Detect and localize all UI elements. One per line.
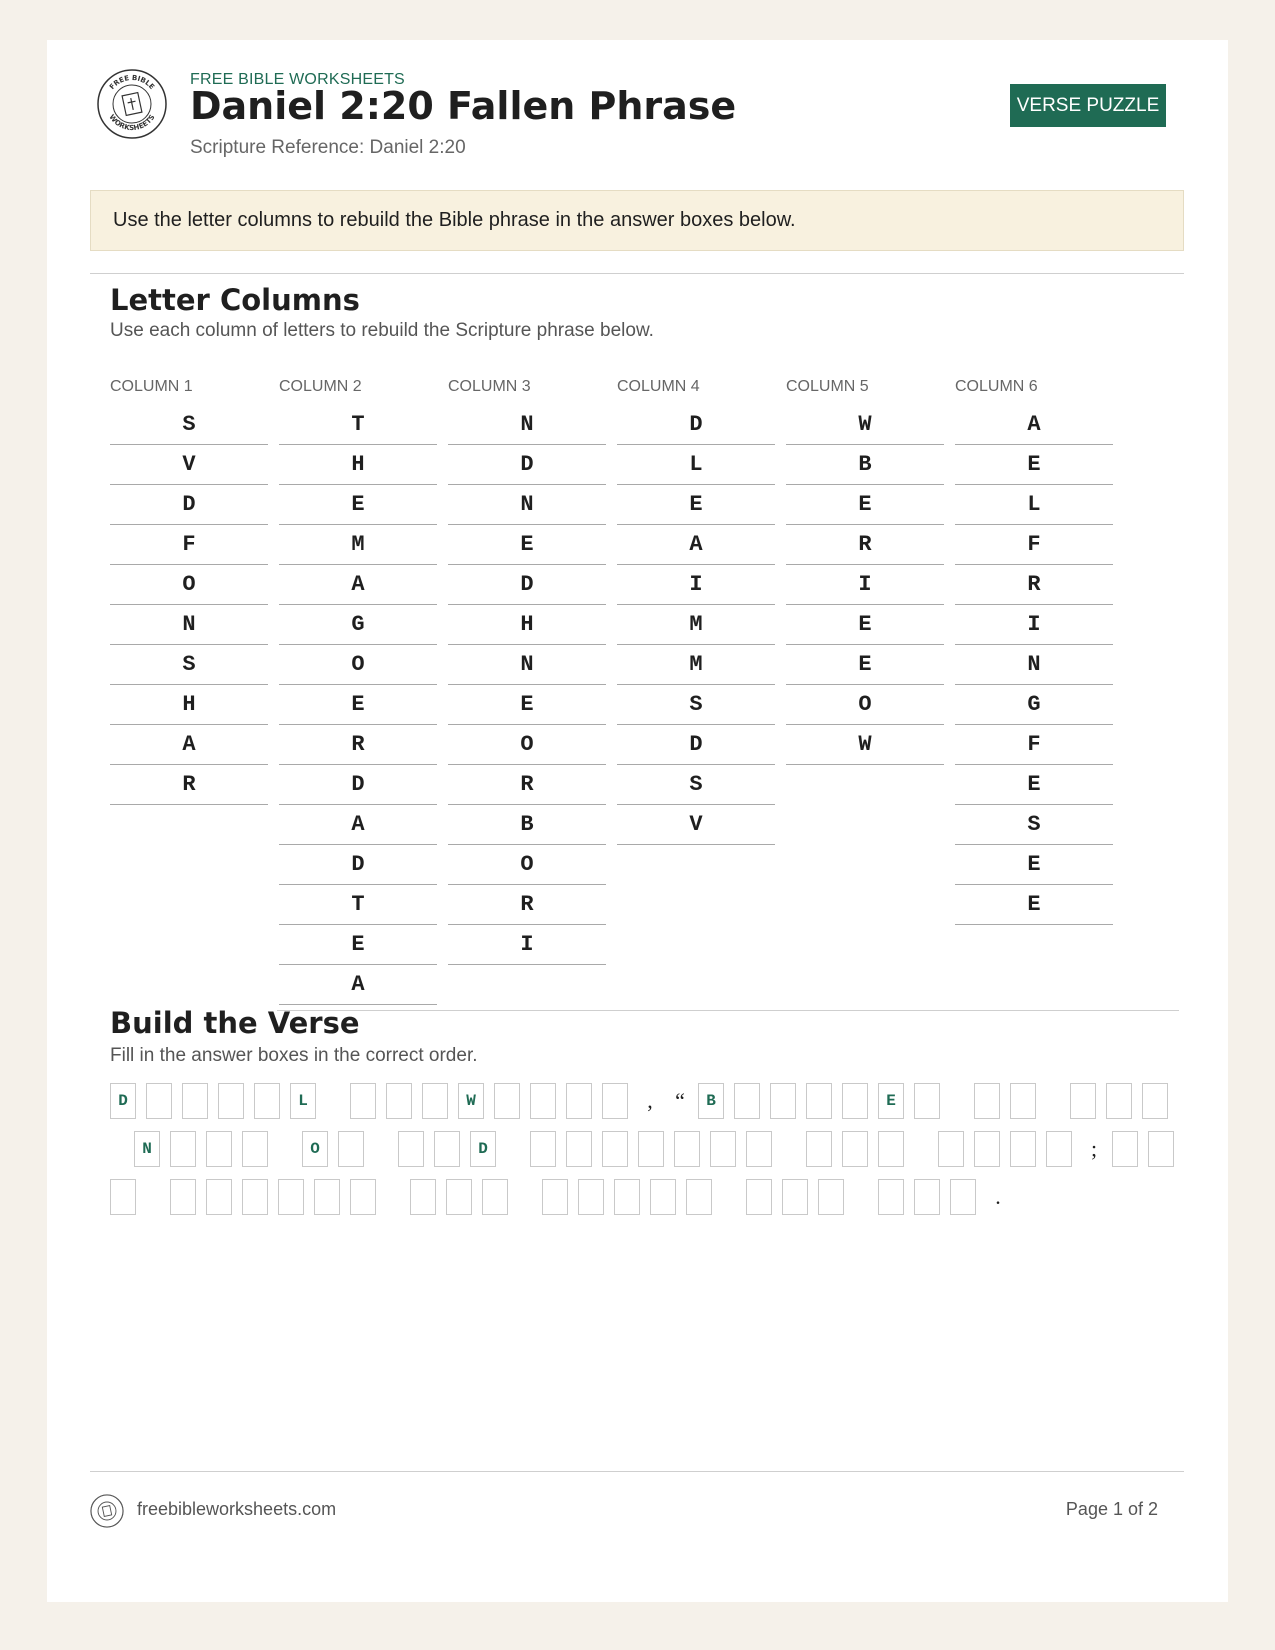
bible-seal-icon bbox=[96, 68, 168, 140]
answer-box[interactable] bbox=[842, 1131, 868, 1167]
answer-box[interactable] bbox=[818, 1179, 844, 1215]
letter-cell: B bbox=[448, 805, 606, 845]
letter-cell: D bbox=[448, 565, 606, 605]
build-verse-description: Fill in the answer boxes in the correct order. bbox=[110, 1045, 478, 1066]
answer-box[interactable] bbox=[110, 1179, 136, 1215]
letter-cell: E bbox=[955, 765, 1113, 805]
letter-cell: O bbox=[786, 685, 944, 725]
svg-text:FREE BIBLE: FREE BIBLE bbox=[108, 73, 156, 92]
answer-box-hint[interactable]: L bbox=[290, 1083, 316, 1119]
answer-box-hint[interactable]: D bbox=[470, 1131, 496, 1167]
letter-cell: I bbox=[448, 925, 606, 965]
answer-box[interactable] bbox=[878, 1179, 904, 1215]
letter-cell: F bbox=[955, 725, 1113, 765]
answer-line bbox=[110, 1082, 1220, 1120]
answer-box[interactable] bbox=[974, 1083, 1000, 1119]
letter-cell: H bbox=[110, 685, 268, 725]
letter-cell: D bbox=[110, 485, 268, 525]
letter-cell: I bbox=[617, 565, 775, 605]
answer-box[interactable] bbox=[1010, 1131, 1036, 1167]
letter-cell: D bbox=[617, 405, 775, 445]
answer-box[interactable] bbox=[530, 1083, 556, 1119]
letter-cell: S bbox=[617, 765, 775, 805]
bible-seal-icon bbox=[90, 1494, 124, 1528]
column-label: COLUMN 3 bbox=[448, 378, 531, 395]
build-verse-title: Build the Verse bbox=[110, 1006, 360, 1040]
answer-box[interactable] bbox=[1070, 1083, 1096, 1119]
letter-cell: F bbox=[955, 525, 1113, 565]
letter-cell: D bbox=[448, 445, 606, 485]
letter-cell: E bbox=[279, 485, 437, 525]
letter-cell: S bbox=[110, 645, 268, 685]
column-label: COLUMN 5 bbox=[786, 378, 869, 395]
letter-cell: E bbox=[786, 605, 944, 645]
answer-box[interactable] bbox=[218, 1083, 244, 1119]
letter-cell: B bbox=[786, 445, 944, 485]
answer-box[interactable] bbox=[206, 1179, 232, 1215]
answer-box[interactable] bbox=[242, 1131, 268, 1167]
answer-box[interactable] bbox=[350, 1083, 376, 1119]
answer-box[interactable] bbox=[878, 1131, 904, 1167]
answer-box[interactable] bbox=[410, 1179, 436, 1215]
letter-cell: L bbox=[955, 485, 1113, 525]
answer-box-hint[interactable]: B bbox=[698, 1083, 724, 1119]
punctuation-mark: . bbox=[995, 1184, 1001, 1209]
footer-url: freebibleworksheets.com bbox=[137, 1499, 337, 1519]
letter-cell: L bbox=[617, 445, 775, 485]
answer-box[interactable] bbox=[614, 1179, 640, 1215]
letter-cell: E bbox=[279, 925, 437, 965]
letter-cell: E bbox=[786, 485, 944, 525]
letter-cell: W bbox=[786, 725, 944, 765]
letter-column-4 bbox=[617, 377, 775, 845]
letter-cell: E bbox=[279, 685, 437, 725]
letter-cell: O bbox=[279, 645, 437, 685]
answer-box[interactable] bbox=[842, 1083, 868, 1119]
letter-cell: V bbox=[617, 805, 775, 845]
letter-cell: H bbox=[279, 445, 437, 485]
letter-column-6 bbox=[955, 377, 1113, 925]
punctuation-mark: “ bbox=[675, 1088, 685, 1113]
letter-cell: N bbox=[448, 405, 606, 445]
section-divider bbox=[90, 273, 1184, 274]
worksheet-page bbox=[47, 40, 1228, 1602]
answer-box[interactable] bbox=[806, 1083, 832, 1119]
letter-cell: R bbox=[279, 725, 437, 765]
answer-box[interactable] bbox=[914, 1083, 940, 1119]
answer-box[interactable] bbox=[278, 1179, 304, 1215]
letter-cell: F bbox=[110, 525, 268, 565]
letter-cell: T bbox=[279, 885, 437, 925]
answer-box[interactable] bbox=[314, 1179, 340, 1215]
answer-box[interactable] bbox=[254, 1083, 280, 1119]
letter-cell: S bbox=[617, 685, 775, 725]
answer-box-hint[interactable]: O bbox=[302, 1131, 328, 1167]
answer-box[interactable] bbox=[806, 1131, 832, 1167]
answer-box[interactable] bbox=[914, 1179, 940, 1215]
letter-cell: N bbox=[448, 645, 606, 685]
letter-cell: A bbox=[279, 965, 437, 1005]
letter-cell: O bbox=[448, 725, 606, 765]
answer-box[interactable] bbox=[650, 1179, 676, 1215]
answer-box[interactable] bbox=[566, 1131, 592, 1167]
letter-cell: N bbox=[448, 485, 606, 525]
letter-column-1 bbox=[110, 377, 268, 805]
answer-box[interactable] bbox=[446, 1179, 472, 1215]
answer-line bbox=[110, 1178, 1220, 1216]
answer-box[interactable] bbox=[182, 1083, 208, 1119]
answer-box[interactable] bbox=[398, 1131, 424, 1167]
letter-cell: E bbox=[617, 485, 775, 525]
scripture-reference: Scripture Reference: Daniel 2:20 bbox=[190, 137, 466, 158]
letter-cell: W bbox=[786, 405, 944, 445]
answer-box[interactable] bbox=[422, 1083, 448, 1119]
answer-box[interactable] bbox=[746, 1131, 772, 1167]
answer-box-hint[interactable]: E bbox=[878, 1083, 904, 1119]
answer-box[interactable] bbox=[638, 1131, 664, 1167]
answer-box[interactable] bbox=[938, 1131, 964, 1167]
answer-box-hint[interactable]: W bbox=[458, 1083, 484, 1119]
answer-box[interactable] bbox=[578, 1179, 604, 1215]
answer-box[interactable] bbox=[974, 1131, 1000, 1167]
answer-box[interactable] bbox=[386, 1083, 412, 1119]
letter-cell: E bbox=[955, 885, 1113, 925]
answer-box[interactable] bbox=[338, 1131, 364, 1167]
letter-cell: R bbox=[110, 765, 268, 805]
letter-cell: A bbox=[617, 525, 775, 565]
puzzle-type-badge: VERSE PUZZLE bbox=[1010, 84, 1166, 127]
answer-box-hint[interactable]: D bbox=[110, 1083, 136, 1119]
column-label: COLUMN 1 bbox=[110, 378, 193, 395]
svg-text:WORKSHEETS: WORKSHEETS bbox=[107, 113, 157, 133]
answer-box[interactable] bbox=[530, 1131, 556, 1167]
letter-cell: D bbox=[617, 725, 775, 765]
column-label: COLUMN 6 bbox=[955, 378, 1038, 395]
answer-box[interactable] bbox=[482, 1179, 508, 1215]
answer-box[interactable] bbox=[734, 1083, 760, 1119]
column-label: COLUMN 4 bbox=[617, 378, 700, 395]
letter-column-5 bbox=[786, 377, 944, 765]
punctuation-mark: ; bbox=[1090, 1136, 1098, 1161]
punctuation-mark: , bbox=[647, 1088, 653, 1113]
answer-box[interactable] bbox=[146, 1083, 172, 1119]
letter-cell: I bbox=[955, 605, 1113, 645]
letter-cell: O bbox=[110, 565, 268, 605]
answer-line bbox=[110, 1130, 1220, 1168]
column-label: COLUMN 2 bbox=[279, 378, 362, 395]
answer-box[interactable] bbox=[170, 1179, 196, 1215]
letter-cell: D bbox=[279, 845, 437, 885]
answer-box[interactable] bbox=[566, 1083, 592, 1119]
letter-cell: G bbox=[955, 685, 1113, 725]
answer-box[interactable] bbox=[1142, 1083, 1168, 1119]
letter-columns-description: Use each column of letters to rebuild the Scripture phrase below. bbox=[110, 320, 654, 341]
letter-cell: N bbox=[955, 645, 1113, 685]
letter-cell: I bbox=[786, 565, 944, 605]
instructions-banner: Use the letter columns to rebuild the Bible phrase in the answer boxes below. bbox=[90, 190, 1184, 251]
answer-box[interactable] bbox=[602, 1131, 628, 1167]
answer-box[interactable] bbox=[746, 1179, 772, 1215]
letter-cell: E bbox=[786, 645, 944, 685]
letter-cell: V bbox=[110, 445, 268, 485]
answer-box[interactable] bbox=[1148, 1131, 1174, 1167]
letter-cell: E bbox=[955, 445, 1113, 485]
letter-cell: N bbox=[110, 605, 268, 645]
answer-box[interactable] bbox=[242, 1179, 268, 1215]
letter-cell: H bbox=[448, 605, 606, 645]
answer-box[interactable] bbox=[950, 1179, 976, 1215]
answer-box[interactable] bbox=[434, 1131, 460, 1167]
letter-cell: A bbox=[955, 405, 1113, 445]
answer-box[interactable] bbox=[1106, 1083, 1132, 1119]
letter-column-2 bbox=[279, 377, 437, 1005]
section-divider bbox=[277, 1010, 1179, 1011]
answer-box[interactable] bbox=[350, 1179, 376, 1215]
letter-cell: G bbox=[279, 605, 437, 645]
letter-cell: S bbox=[955, 805, 1113, 845]
letter-cell: R bbox=[448, 765, 606, 805]
page-number: Page 1 of 2 bbox=[1065, 1499, 1158, 1519]
footer-divider bbox=[90, 1471, 1184, 1472]
answer-box[interactable] bbox=[1112, 1131, 1138, 1167]
answer-box[interactable] bbox=[782, 1179, 808, 1215]
answer-box[interactable] bbox=[602, 1083, 628, 1119]
site-kicker: FREE BIBLE WORKSHEETS bbox=[190, 71, 405, 88]
letter-cell: A bbox=[110, 725, 268, 765]
answer-box[interactable] bbox=[770, 1083, 796, 1119]
letter-cell: R bbox=[786, 525, 944, 565]
answer-box-hint[interactable]: N bbox=[134, 1131, 160, 1167]
answer-box[interactable] bbox=[494, 1083, 520, 1119]
answer-box[interactable] bbox=[206, 1131, 232, 1167]
answer-box[interactable] bbox=[542, 1179, 568, 1215]
answer-box[interactable] bbox=[170, 1131, 196, 1167]
letter-cell: R bbox=[448, 885, 606, 925]
answer-box[interactable] bbox=[674, 1131, 700, 1167]
letter-cell: E bbox=[448, 685, 606, 725]
answer-box[interactable] bbox=[1046, 1131, 1072, 1167]
answer-box[interactable] bbox=[1010, 1083, 1036, 1119]
page-title: Daniel 2:20 Fallen Phrase bbox=[190, 84, 737, 128]
letter-cell: M bbox=[617, 645, 775, 685]
letter-columns-title: Letter Columns bbox=[110, 283, 360, 317]
letter-cell: M bbox=[279, 525, 437, 565]
letter-cell: O bbox=[448, 845, 606, 885]
letter-cell: S bbox=[110, 405, 268, 445]
letter-cell: E bbox=[955, 845, 1113, 885]
answer-box[interactable] bbox=[710, 1131, 736, 1167]
letter-cell: D bbox=[279, 765, 437, 805]
answer-box[interactable] bbox=[686, 1179, 712, 1215]
letter-cell: R bbox=[955, 565, 1113, 605]
letter-cell: T bbox=[279, 405, 437, 445]
letter-column-3 bbox=[448, 377, 606, 965]
letter-cell: M bbox=[617, 605, 775, 645]
letter-cell: A bbox=[279, 805, 437, 845]
letter-cell: E bbox=[448, 525, 606, 565]
letter-cell: A bbox=[279, 565, 437, 605]
answer-grid bbox=[110, 1082, 1220, 1226]
